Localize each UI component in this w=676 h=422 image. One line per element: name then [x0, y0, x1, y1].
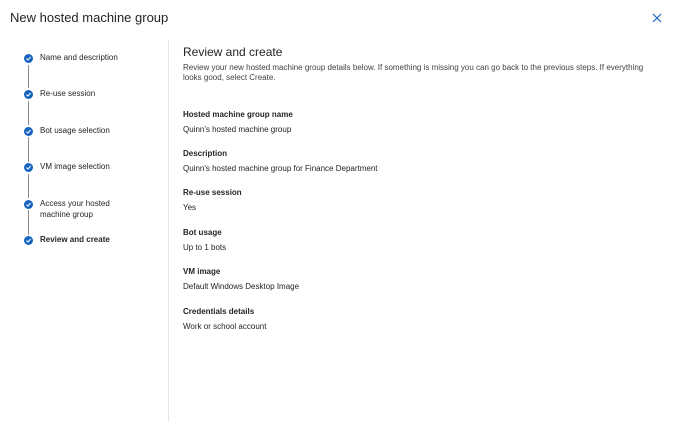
step-bot-usage-selection[interactable] [24, 125, 164, 136]
step-connector [28, 174, 29, 198]
field-bot-usage [183, 228, 226, 253]
close-icon [650, 11, 664, 25]
step-vm-image-selection[interactable] [24, 161, 164, 172]
field-label: Hosted machine group name [183, 110, 293, 119]
field-re-use-session [183, 188, 242, 213]
field-value: Quinn's hosted machine group [183, 125, 292, 134]
step-label: VM image selection [40, 162, 110, 171]
step-complete-checkmark-icon [24, 90, 33, 99]
step-connector [28, 137, 29, 162]
step-complete-checkmark-icon [24, 163, 33, 172]
field-label: Re-use session [183, 188, 242, 197]
field-description [183, 149, 378, 174]
field-vm-image [183, 267, 299, 292]
step-connector [28, 101, 29, 125]
step-complete-checkmark-icon [24, 54, 33, 63]
step-label: Re-use session [40, 89, 96, 98]
field-label: VM image [183, 267, 221, 276]
review-content [183, 44, 658, 331]
step-complete-checkmark-icon [24, 127, 33, 136]
step-label: Name and description [40, 53, 118, 62]
field-label: Description [183, 149, 228, 158]
step-name-and-description[interactable] [24, 52, 164, 63]
field-value: Quinn's hosted machine group for Finance Department [183, 164, 378, 173]
step-label: Review and create [40, 235, 110, 244]
field-hosted-machine-group-name [183, 110, 293, 135]
close-button[interactable] [650, 11, 664, 25]
review-description: Review your new hosted machine group details below. If something is missing you can go back to the previous steps. If everything looks good, select Create. [183, 63, 644, 82]
step-re-use-session[interactable] [24, 88, 164, 99]
step-label: Access your hosted machine group [40, 199, 110, 219]
field-value: Default Windows Desktop Image [183, 282, 300, 291]
step-connector [28, 65, 29, 88]
field-label: Bot usage [183, 228, 222, 237]
field-value: Up to 1 bots [183, 243, 227, 252]
step-label: Bot usage selection [40, 126, 110, 135]
field-value: Yes [183, 203, 197, 212]
step-complete-checkmark-icon [24, 200, 33, 209]
field-label: Credentials details [183, 307, 255, 316]
field-value: Work or school account [183, 322, 267, 331]
step-access-hosted-machine-group[interactable] [24, 198, 142, 220]
field-credentials-details [183, 307, 266, 332]
step-complete-checkmark-icon [24, 236, 33, 245]
review-title: Review and create [183, 45, 283, 59]
panel-title: New hosted machine group [10, 10, 169, 25]
panel-divider [168, 40, 169, 422]
wizard-stepper [0, 40, 168, 422]
step-review-and-create[interactable] [24, 234, 164, 245]
